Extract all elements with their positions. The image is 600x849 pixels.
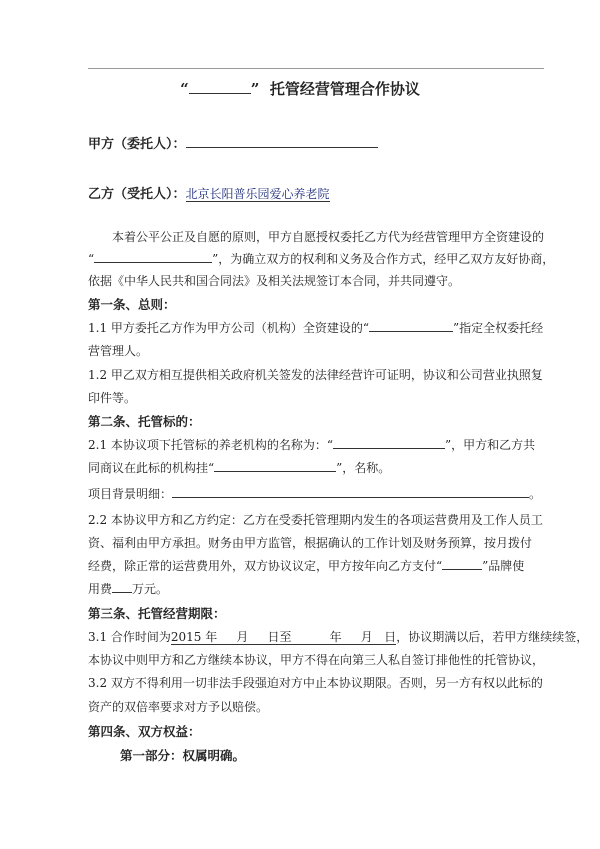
clause-2-1-line-1: 2.1 本协议项下托管标的养老机构的名称为：“ ”，甲方和乙方共 <box>88 438 536 452</box>
clause-1-1-line-2: 营管理人。 <box>88 344 149 358</box>
clause-2-2-line-2: 资、福利由甲方承担。财务由甲方监管，根据确认的工作计划及财务预算，按月拨付 <box>88 536 533 550</box>
plaque-name-blank[interactable] <box>214 459 336 472</box>
header-rule <box>88 68 544 69</box>
clause-2-2-line-3: 经费，除正常的运营费用外，双方协议议定，甲方按年向乙方支付“ ”品牌使 <box>88 559 525 573</box>
party-a-label: 甲方（委托人）： <box>88 137 186 152</box>
article-4-part-1: 第一部分：权属明确。 <box>120 748 246 763</box>
term-date-range[interactable]: 2015 年 月 日至 年 月 日 <box>170 630 397 644</box>
clause-1-2-line-2: 印件等。 <box>88 391 137 405</box>
title-open-quote: “ <box>180 80 189 98</box>
clause-3-2-line-2: 资产的双倍率要求对方予以赔偿。 <box>88 700 269 714</box>
page-title <box>0 78 600 99</box>
facility-name-blank[interactable] <box>333 436 445 449</box>
clause-3-1-line-1: 3.1 合作时间为2015 年 月 日至 年 月 日，协议期满以后，若甲方继续续签， <box>88 630 589 644</box>
clause-3-2-line-1: 3.2 双方不得利用一切非法手段强迫对方中止本协议期限。否则，另一方有权以此标的 <box>88 676 543 690</box>
party-a-line <box>88 133 378 152</box>
party-a-blank[interactable] <box>186 135 378 148</box>
clause-3-1-line-2: 本协议中则甲方和乙方继续本协议，甲方不得在向第三人私自签订排他性的托管协议， <box>88 653 545 667</box>
party-b-line <box>88 183 330 202</box>
project-background-line: 项目背景明细： 。 <box>88 487 542 501</box>
preamble-line-2: “ ”，为确立双方的权利和义务及合作方式，经甲乙双方友好协商， <box>88 252 555 266</box>
clause-1-2-line-1: 1.2 甲乙双方相互提供相关政府机关签发的法律经营许可证明，协议和公司营业执照复 <box>88 368 543 382</box>
clause-1-1-line-1: 1.1 甲方委托乙方作为甲方公司（机构）全资建设的“ ”指定全权委托经 <box>88 321 544 335</box>
article-3-heading: 第三条、托管经营期限： <box>88 606 226 621</box>
party-b-label: 乙方（受托人）： <box>88 187 186 202</box>
clause-2-2-line-4: 用费 万元。 <box>88 582 169 596</box>
article-2-heading: 第二条、托管标的： <box>88 414 201 429</box>
title-blank[interactable] <box>189 81 251 94</box>
party-b-value: 北京长阳普乐园爱心养老院 <box>185 187 330 201</box>
article-1-heading: 第一条、总则： <box>88 297 176 312</box>
project-background-label: 项目背景明细： <box>88 487 173 501</box>
fee-amount-blank[interactable] <box>112 580 132 593</box>
title-text: 托管经营管理合作协议 <box>269 80 420 98</box>
preamble-line-1: 本着公平公正及自愿的原则，甲方自愿授权委托乙方代为经营管理甲方全资建设的 <box>112 230 545 244</box>
brand-name-blank[interactable] <box>442 557 482 570</box>
article-4-heading: 第四条、双方权益： <box>88 724 201 739</box>
clause-1-1-blank[interactable] <box>369 319 453 332</box>
title-close-quote: ” <box>250 80 260 98</box>
project-background-blank[interactable] <box>172 485 529 498</box>
preamble-blank[interactable] <box>94 250 212 263</box>
preamble-line-3: 依据《中华人民共和国合同法》及相关法规签订本合同，并共同遵守。 <box>88 274 461 288</box>
clause-2-2-line-1: 2.2 本协议甲方和乙方约定：乙方在受委托管理期内发生的各项运营费用及工作人员工 <box>88 513 543 527</box>
clause-2-1-line-2: 同商议在此标的机构挂“ ”，名称。 <box>88 461 391 475</box>
